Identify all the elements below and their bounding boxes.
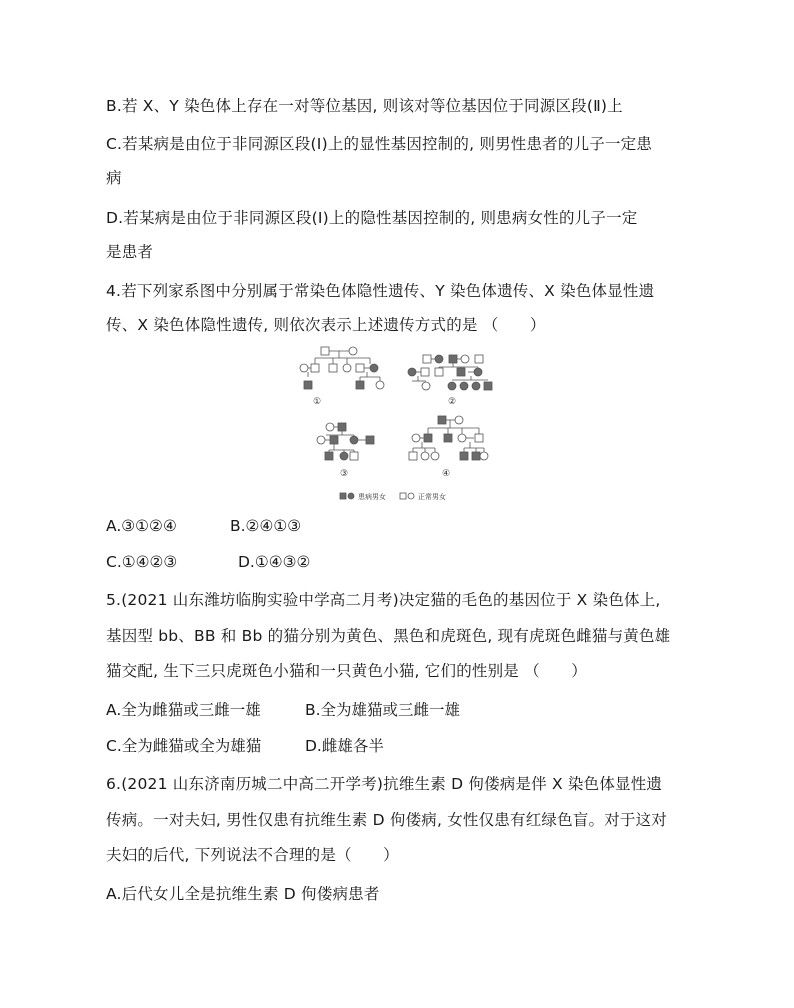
legend-normal-label: 正常男女: [418, 493, 446, 501]
q4-option-b: B.②④①③: [230, 517, 302, 535]
q5-option-d: D.雌雄各半: [305, 737, 384, 755]
pedigree-1-affected-female: [370, 364, 378, 372]
q3-option-c-line1: C.若某病是由位于非同源区段(Ⅰ)上的显性基因控制的, 则男性患者的儿子一定患: [106, 135, 653, 153]
pedigree-3: [317, 423, 374, 460]
q3-option-c-line2: 病: [106, 169, 122, 187]
q3-option-d-line2: 是患者: [106, 243, 154, 261]
pedigree-2: [408, 355, 492, 390]
q5-stem-line2: 基因型 bb、BB 和 Bb 的猫分别为黄色、黑色和虎斑色, 现有虎斑色雌猫与黄色雄: [106, 627, 671, 645]
q4-option-c: C.①④②③: [106, 553, 178, 571]
pedigree-1-normal-female: [349, 347, 357, 355]
q6-stem-line3: 夫妇的后代, 下列说法不合理的是（ ）: [106, 846, 399, 864]
pedigree-figure: [288, 340, 498, 508]
q3-option-b: B.若 X、Y 染色体上存在一对等位基因, 则该对等位基因位于同源区段(Ⅱ)上: [106, 97, 623, 115]
q6-stem-line1: 6.(2021 山东济南历城二中高二开学考)抗维生素 D 佝偻病是伴 X 染色体显性遗: [106, 775, 663, 793]
q4-option-d: D.①④③②: [238, 553, 311, 571]
pedigree-label-2: ②: [448, 397, 457, 407]
q5-option-c: C.全为雌猫或全为雄猫: [106, 737, 262, 755]
q5-option-a: A.全为雌猫或三雌一雄: [106, 701, 261, 719]
q6-stem-line2: 传病。一对夫妇, 男性仅患有抗维生素 D 佝偻病, 女性仅患有红绿色盲。对于这对: [106, 811, 667, 829]
pedigree-label-3: ③: [340, 469, 349, 479]
pedigree-4: [409, 416, 488, 460]
q4-stem-line1: 4.若下列家系图中分别属于常染色体隐性遗传、Y 染色体遗传、X 染色体显性遗: [106, 282, 655, 300]
legend-affected-label: 患病男女: [358, 493, 386, 501]
q5-stem-line1: 5.(2021 山东潍坊临朐实验中学高二月考)决定猫的毛色的基因位于 X 染色体上,: [106, 591, 661, 609]
q5-option-b: B.全为雄猫或三雌一雄: [305, 701, 461, 719]
pedigree-label-1: ①: [313, 397, 322, 407]
q4-stem-line2: 传、X 染色体隐性遗传, 则依次表示上述遗传方式的是 （ ）: [106, 316, 546, 334]
q4-option-a: A.③①②④: [106, 517, 177, 535]
pedigree-1: [300, 347, 384, 389]
pedigree-label-4: ④: [442, 469, 451, 479]
pedigree-1-normal-male: [321, 347, 329, 355]
q5-stem-line3: 猫交配, 生下三只虎斑色小猫和一只黄色小猫, 它们的性别是 （ ）: [106, 662, 587, 680]
q3-option-d-line1: D.若某病是由位于非同源区段(Ⅰ)上的隐性基因控制的, 则患病女性的儿子一定: [106, 209, 638, 227]
q6-option-a: A.后代女儿全是抗维生素 D 佝偻病患者: [106, 885, 380, 903]
